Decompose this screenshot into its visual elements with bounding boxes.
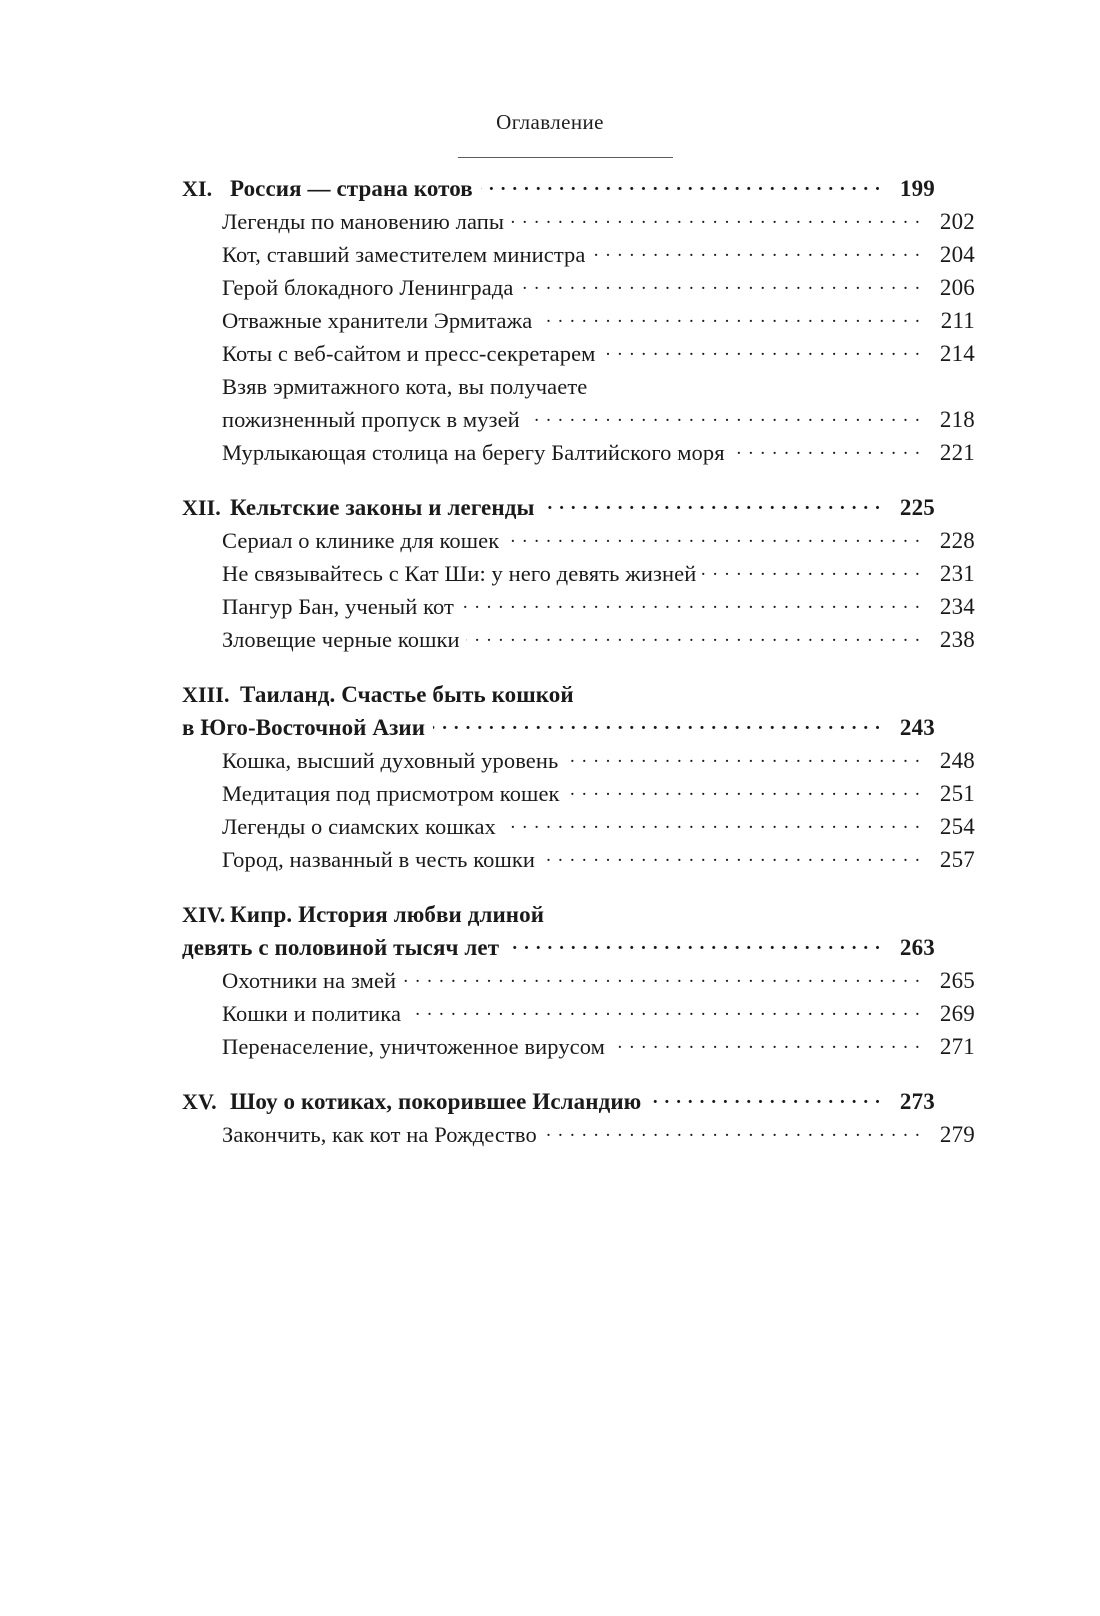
section-entry[interactable] xyxy=(182,594,975,627)
dot-leader xyxy=(520,279,922,295)
section-title: Мурлыкающая столица на берегу Балтийского моря xyxy=(222,440,725,465)
section-title: Герой блокадного Ленинграда xyxy=(222,275,514,300)
dot-leader xyxy=(611,1038,921,1054)
section-entry[interactable] xyxy=(182,1001,975,1034)
chapter-title: Россия — страна котов xyxy=(230,176,473,201)
dot-leader xyxy=(466,631,921,647)
dot-leader xyxy=(731,444,921,460)
section-entry[interactable] xyxy=(182,209,975,242)
dot-leader xyxy=(543,1126,921,1142)
page-number: 273 xyxy=(899,1089,935,1114)
chapter-title: в Юго-Восточной Азии xyxy=(182,715,426,740)
chapter-numeral: XII. xyxy=(182,495,221,520)
section-entry[interactable] xyxy=(182,1122,975,1155)
section-title: Кошки и политика xyxy=(222,1001,402,1026)
page-number: 225 xyxy=(899,495,935,520)
chapter-block xyxy=(182,682,975,880)
chapter-block xyxy=(182,902,975,1067)
page-number: 271 xyxy=(939,1034,975,1059)
section-title: Легенды по мановению лапы xyxy=(222,209,505,234)
section-entry[interactable] xyxy=(182,407,975,440)
dot-leader xyxy=(505,532,921,548)
section-entry[interactable] xyxy=(182,275,975,308)
page-number: 214 xyxy=(939,341,975,366)
section-title: Кот, ставший заместителем министра xyxy=(222,242,586,267)
section-title: Сериал о клинике для кошек xyxy=(222,528,500,553)
chapter-title: девять с половиной тысяч лет xyxy=(182,935,500,960)
dot-leader xyxy=(591,246,921,262)
page-number: 204 xyxy=(939,242,975,267)
chapter-label xyxy=(182,682,574,708)
chapter-numeral: XIV. xyxy=(182,902,226,927)
chapter-label xyxy=(182,715,425,741)
section-entry[interactable] xyxy=(182,561,975,594)
dot-leader xyxy=(564,752,921,768)
page-number: 243 xyxy=(899,715,935,740)
chapter-label xyxy=(182,176,473,202)
chapter-entry[interactable] xyxy=(182,1089,935,1122)
chapter-numeral: XV. xyxy=(182,1089,217,1114)
section-title: Отважные хранители Эрмитажа xyxy=(222,308,533,333)
section-entry[interactable] xyxy=(182,748,975,781)
page-number: 279 xyxy=(939,1122,975,1147)
page-number: 251 xyxy=(939,781,975,806)
chapter-title: Таиланд. Счастье быть кошкой xyxy=(240,682,574,707)
dot-leader xyxy=(460,598,921,614)
page-number: 234 xyxy=(939,594,975,619)
section-title: Пангур Бан, ученый кот xyxy=(222,594,454,619)
dot-leader xyxy=(510,213,921,229)
section-entry[interactable] xyxy=(182,968,975,1001)
dot-leader xyxy=(649,1093,881,1109)
chapter-entry[interactable] xyxy=(182,495,935,528)
chapter-label xyxy=(182,1089,641,1115)
chapter-entry[interactable] xyxy=(182,902,935,935)
dot-leader xyxy=(538,312,921,328)
dot-leader xyxy=(543,499,881,515)
section-title: Город, названный в честь кошки xyxy=(222,847,536,872)
section-entry[interactable] xyxy=(182,847,975,880)
chapter-title: Шоу о котиках, покорившее Исландию xyxy=(230,1089,642,1114)
chapter-block xyxy=(182,176,975,473)
dot-leader xyxy=(502,818,921,834)
dot-leader xyxy=(602,345,921,361)
chapter-entry[interactable] xyxy=(182,935,935,968)
section-title: Медитация под присмотром кошек xyxy=(222,781,560,806)
section-entry[interactable] xyxy=(182,627,975,660)
table-of-contents xyxy=(182,176,975,1155)
section-title: Охотники на змей xyxy=(222,968,397,993)
page-number: 265 xyxy=(939,968,975,993)
dot-leader xyxy=(407,1005,921,1021)
chapter-title: Кипр. История любви длиной xyxy=(230,902,545,927)
chapter-entry[interactable] xyxy=(182,715,935,748)
section-title: Перенаселение, уничтоженное вирусом xyxy=(222,1034,606,1059)
chapter-title: Кельтские законы и легенды xyxy=(230,495,535,520)
page-number: 254 xyxy=(939,814,975,839)
section-title: Легенды о сиамских кошках xyxy=(222,814,496,839)
chapter-block xyxy=(182,495,975,660)
page-number: 269 xyxy=(939,1001,975,1026)
section-title: Коты с веб-сайтом и пресс-секретарем xyxy=(222,341,596,366)
page-number: 238 xyxy=(939,627,975,652)
page-number: 211 xyxy=(940,308,975,333)
section-title: Кошка, высший духовный уровень xyxy=(222,748,559,773)
page-number: 263 xyxy=(899,935,935,960)
section-entry[interactable] xyxy=(182,374,975,407)
section-entry[interactable] xyxy=(182,440,975,473)
page-number: 206 xyxy=(939,275,975,300)
page-number: 221 xyxy=(939,440,975,465)
dot-leader xyxy=(541,851,921,867)
header-rule xyxy=(458,157,673,158)
page-number: 199 xyxy=(899,176,935,201)
page-number: 257 xyxy=(939,847,975,872)
page-number: 228 xyxy=(939,528,975,553)
chapter-label xyxy=(182,902,544,928)
section-entry[interactable] xyxy=(182,308,975,341)
dot-leader xyxy=(702,565,921,581)
dot-leader xyxy=(507,939,881,955)
section-title: Закончить, как кот на Рождество xyxy=(222,1122,537,1147)
chapter-numeral: XI. xyxy=(182,176,213,201)
section-entry[interactable] xyxy=(182,341,975,374)
section-title: Взяв эрмитажного кота, вы получаете xyxy=(222,374,588,399)
section-entry[interactable] xyxy=(182,1034,975,1067)
page-number: 218 xyxy=(939,407,975,432)
section-title: пожизненный пропуск в музей xyxy=(222,407,520,432)
section-entry[interactable] xyxy=(182,781,975,814)
dot-leader xyxy=(481,180,881,196)
page-number: 248 xyxy=(939,748,975,773)
section-entry[interactable] xyxy=(182,814,975,847)
running-head: Оглавление xyxy=(496,110,604,134)
section-entry[interactable] xyxy=(182,242,975,275)
chapter-entry[interactable] xyxy=(182,682,935,715)
chapter-numeral: XIII. xyxy=(182,682,230,707)
dot-leader xyxy=(402,972,921,988)
dot-leader xyxy=(433,719,881,735)
chapter-label xyxy=(182,935,499,961)
dot-leader xyxy=(566,785,921,801)
page-number: 202 xyxy=(939,209,975,234)
section-entry[interactable] xyxy=(182,528,975,561)
page-number: 231 xyxy=(939,561,975,586)
dot-leader xyxy=(526,411,921,427)
chapter-label xyxy=(182,495,535,521)
section-title: Не связывайтесь с Кат Ши: у него девять жизней xyxy=(222,561,697,586)
section-title: Зловещие черные кошки xyxy=(222,627,460,652)
chapter-entry[interactable] xyxy=(182,176,935,209)
chapter-block xyxy=(182,1089,975,1155)
